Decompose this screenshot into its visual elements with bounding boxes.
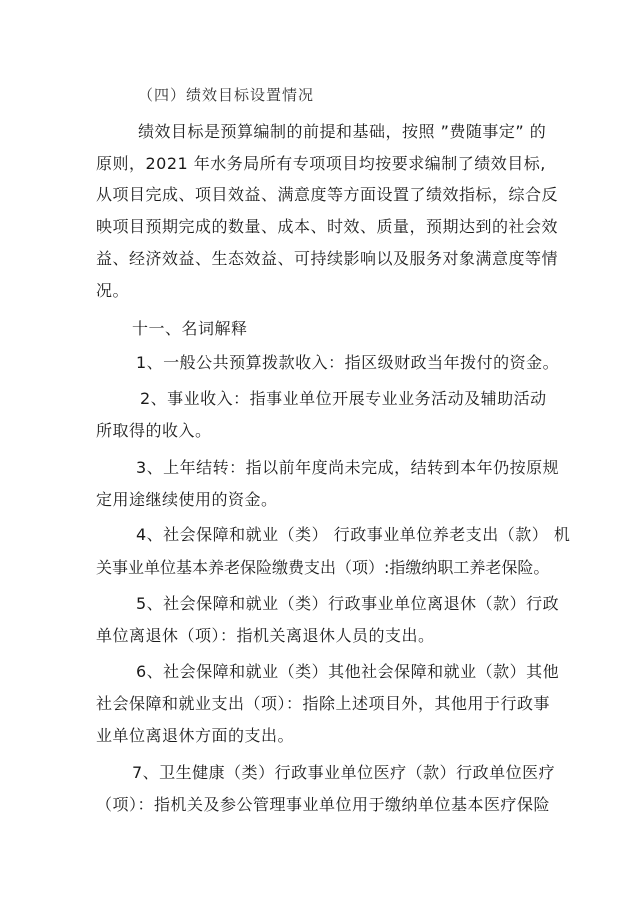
section-heading: （四）绩效目标设置情况 <box>138 86 315 104</box>
glossary-line: 3、上年结转：指以前年度尚未完成，结转到本年仍按原规 <box>136 458 560 477</box>
paragraph-line: 映项目预期完成的数量、成本、时效、质量，预期达到的社会效 <box>96 217 559 236</box>
glossary-line: 社会保障和就业支出（项）：指除上述项目外，其他用于行政事 <box>96 694 551 713</box>
paragraph-line: 绩效目标是预算编制的前提和基础，按照 ”费随事定” 的 <box>138 122 547 141</box>
glossary-line: 6、社会保障和就业（类）其他社会保障和就业（款）其他 <box>136 662 560 681</box>
glossary-line: 7、卫生健康（类）行政事业单位医疗（款）行政单位医疗 <box>132 763 556 782</box>
glossary-line: 5、社会保障和就业（类）行政事业单位离退休（款）行政 <box>136 594 560 613</box>
glossary-line: 业单位离退休方面的支出。 <box>96 726 295 745</box>
paragraph-line: 益、经济效益、生态效益、可持续影响以及服务对象满意度等情 <box>96 249 559 268</box>
glossary-title: 十一、名词解释 <box>132 319 248 338</box>
glossary-line: 4、社会保障和就业（类） 行政事业单位养老支出（款） 机 <box>136 525 571 544</box>
paragraph-line: 原则，2021 年水务局所有专项项目均按要求编制了绩效目标, <box>96 154 546 173</box>
glossary-line: 定用途继续使用的资金。 <box>96 490 278 509</box>
glossary-line: 1、一般公共预算拨款收入：指区级财政当年拨付的资金。 <box>136 353 560 372</box>
glossary-line: 关事业单位基本养老保险缴费支出（项）:指缴纳职工养老保险。 <box>96 558 550 577</box>
paragraph-line: 从项目完成、项目效益、满意度等方面设置了绩效指标，综合反 <box>96 185 559 204</box>
glossary-line: 2、事业收入：指事业单位开展专业业务活动及辅助活动 <box>140 389 547 408</box>
paragraph-line: 况。 <box>96 281 130 300</box>
glossary-line: （项）：指机关及参公管理事业单位用于缴纳单位基本医疗保险 <box>96 795 551 814</box>
glossary-line: 所取得的收入。 <box>96 421 212 440</box>
glossary-line: 单位离退休（项）：指机关离退休人员的支出。 <box>96 626 435 645</box>
